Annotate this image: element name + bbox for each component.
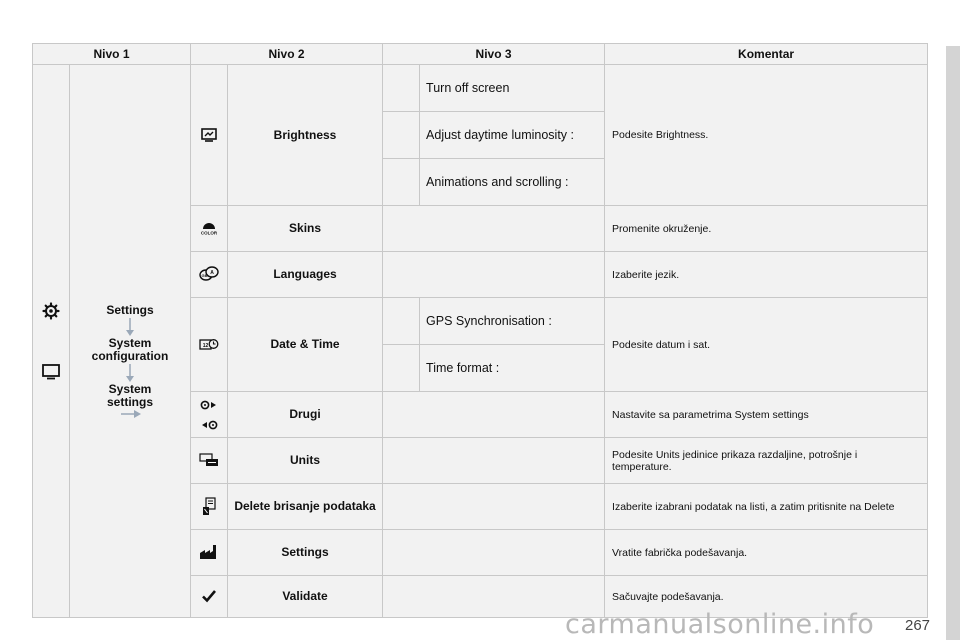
units-icon-cell [191, 438, 228, 484]
delete-name: Delete brisanje podataka [228, 484, 383, 530]
option-adjust-daytime-luminosity[interactable]: Adjust daytime luminosity : [426, 128, 575, 142]
arrow-down-icon [125, 363, 135, 383]
delete-komentar: Izaberite izabrani podatak na listi, a zatim pritisnite na Delete [605, 484, 928, 530]
watermark: carmanualsonline.info [565, 609, 875, 640]
header-komentar: Komentar [605, 44, 928, 65]
nivo1-settings-label: Settings [106, 302, 154, 317]
option-gps-synchronisation[interactable]: GPS Synchronisation : [426, 314, 552, 328]
factory-settings-name: Settings [228, 530, 383, 576]
page-side-bar [946, 46, 960, 640]
factory-komentar: Vratite fabrička podešavanja. [605, 530, 928, 576]
brightness-name: Brightness [228, 65, 383, 206]
brightness-komentar: Podesite Brightness. [605, 65, 928, 206]
option-time-format[interactable]: Time format : [426, 361, 500, 375]
units-komentar: Podesite Units jedinice prikaza razdaljine, potrošnje i temperature. [605, 438, 928, 484]
date-time-icon [199, 337, 219, 351]
monitor-icon [42, 364, 60, 380]
languages-komentar: Izaberite jezik. [605, 252, 928, 298]
svg-text:A: A [210, 270, 214, 277]
arrow-down-icon [125, 317, 135, 337]
settings-table [32, 43, 928, 618]
delete-icon-cell [191, 484, 228, 530]
arrow-right-icon [120, 409, 142, 419]
nivo1-path-cell [70, 65, 191, 618]
skins-icon-cell [191, 206, 228, 252]
gear-icon [42, 302, 60, 320]
svg-text:GB: GB [201, 273, 208, 279]
skins-komentar: Promenite okruženje. [605, 206, 928, 252]
factory-nivo3-empty [383, 530, 605, 576]
date-time-komentar: Podesite datum i sat. [605, 298, 928, 392]
validate-komentar: Sačuvajte podešavanja. [605, 576, 928, 618]
validate-name: Validate [228, 576, 383, 618]
date-time-icon-cell [191, 298, 228, 392]
units-name: Units [228, 438, 383, 484]
languages-name: Languages [228, 252, 383, 298]
date-time-name: Date & Time [228, 298, 383, 392]
units-nivo3-empty [383, 438, 605, 484]
nivo1-system-configuration-label: System configuration [91, 335, 169, 363]
brightness-icon [201, 128, 217, 142]
nivo1-icon-cell [33, 65, 70, 618]
drugi-komentar: Nastavite sa parametrima System settings [605, 392, 928, 438]
option-animations-scrolling[interactable]: Animations and scrolling : [426, 175, 569, 189]
nivo1-system-settings-label: System settings [106, 381, 153, 409]
delete-nivo3-empty [383, 484, 605, 530]
delete-data-icon [201, 497, 217, 517]
header-nivo3: Nivo 3 [383, 44, 605, 65]
validate-icon-cell [191, 576, 228, 618]
languages-nivo3-empty [383, 252, 605, 298]
languages-icon [199, 265, 219, 283]
factory-icon-cell [191, 530, 228, 576]
header-row [33, 44, 928, 65]
page-number: 267 [905, 617, 931, 634]
checkmark-icon [201, 589, 217, 603]
header-nivo2: Nivo 2 [191, 44, 383, 65]
drugi-nivo3-empty [383, 392, 605, 438]
color-palette-icon [199, 221, 219, 235]
header-nivo1: Nivo 1 [33, 44, 191, 65]
svg-text:COLOR: COLOR [200, 230, 218, 236]
option-turn-off-screen[interactable]: Turn off screen [426, 81, 510, 95]
svg-text:12: 12 [202, 343, 209, 350]
gear-arrows-icon [198, 397, 220, 433]
brightness-icon-cell [191, 65, 228, 206]
drugi-name: Drugi [228, 392, 383, 438]
units-icon [199, 453, 219, 467]
settings-table-container [32, 43, 927, 618]
drugi-icon-cell [191, 392, 228, 438]
skins-name: Skins [228, 206, 383, 252]
factory-icon [199, 544, 219, 560]
table-row [33, 65, 928, 112]
languages-icon-cell [191, 252, 228, 298]
skins-nivo3-empty [383, 206, 605, 252]
